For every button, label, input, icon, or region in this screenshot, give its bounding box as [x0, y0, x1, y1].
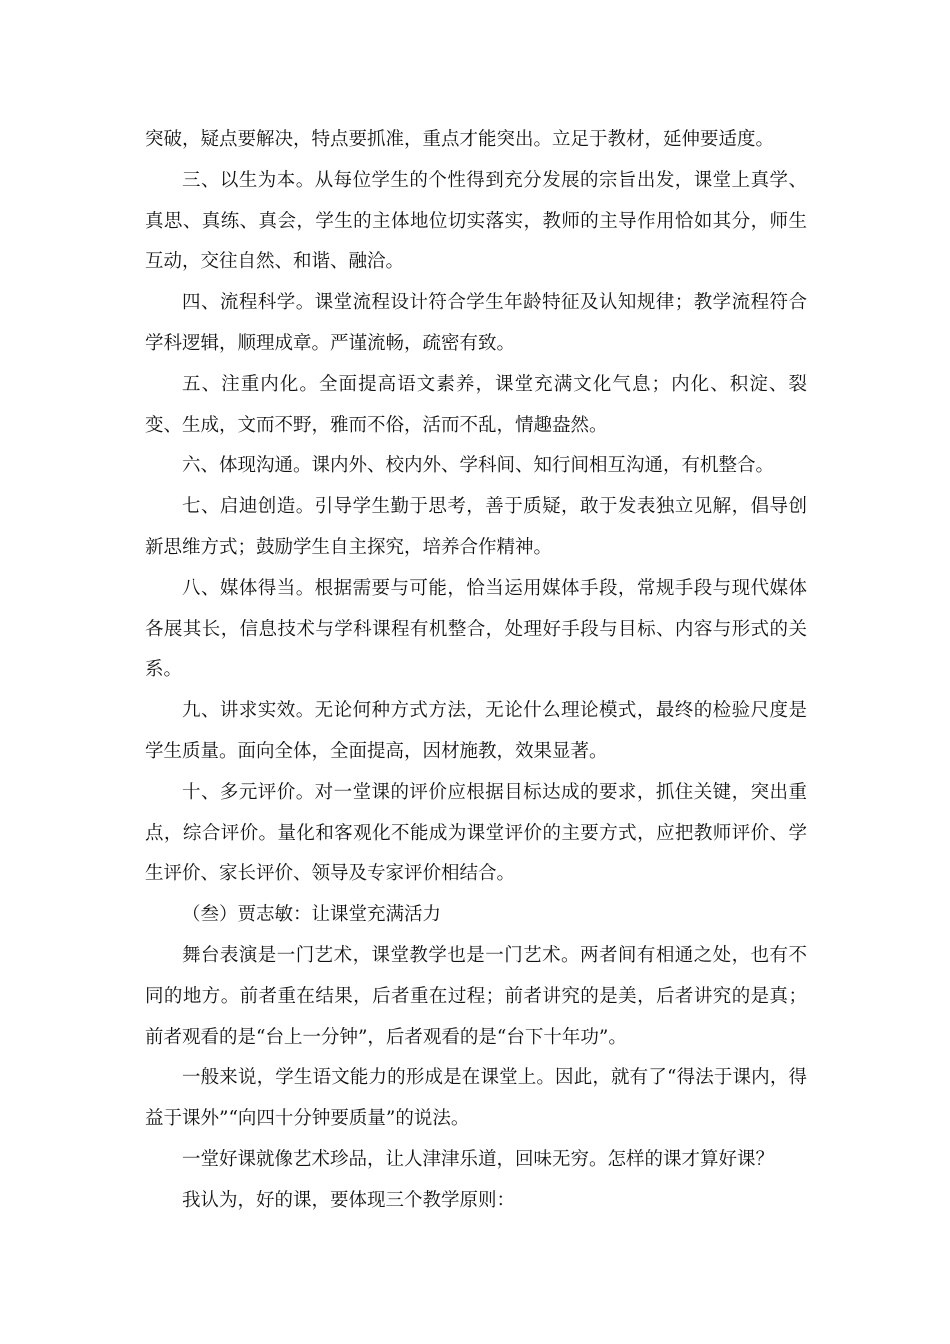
paragraph-body-2: 一般来说，学生语文能力的形成是在课堂上。因此，就有了“得法于课内，得益于课外”“向四十分钟要质量”的说法。: [145, 1067, 807, 1130]
document-page: [145, 120, 807, 1222]
paragraph-item-6: 六、体现沟通。课内外、校内外、学科间、知行间相互沟通，有机整合。: [182, 455, 775, 477]
paragraph-body-1: 舞台表演是一门艺术，课堂教学也是一门艺术。两者间有相通之处，也有不同的地方。前者重在结果，后者重在过程；前者讲究的是美，后者讲究的是真；前者观看的是“台上一分钟”，后者观看的是“台下十年功”。: [145, 944, 807, 1048]
paragraph-item-5: 五、注重内化。全面提高语文素养，课堂充满文化气息；内化、积淀、裂变、生成，文而不野，雅而不俗，活而不乱，情趣盎然。: [145, 373, 807, 436]
paragraph-body-4: 我认为，好的课，要体现三个教学原则：: [182, 1189, 516, 1211]
paragraph-item-8: 八、媒体得当。根据需要与可能，恰当运用媒体手段，常规手段与现代媒体各展其长，信息技术与学科课程有机整合，处理好手段与目标、内容与形式的关系。: [145, 577, 807, 681]
paragraph-item-3: 三、以生为本。从每位学生的个性得到充分发展的宗旨出发，课堂上真学、真思、真练、真会，学生的主体地位切实落实，教师的主导作用恰如其分，师生互动，交往自然、和谐、融洽。: [145, 169, 807, 273]
paragraph-continuation: 突破，疑点要解决，特点要抓准，重点才能突出。立足于教材，延伸要适度。: [145, 129, 775, 150]
paragraph-item-4: 四、流程科学。课堂流程设计符合学生年龄特征及认知规律；教学流程符合学科逻辑，顺理成章。严谨流畅，疏密有致。: [145, 292, 807, 354]
section-heading: （叁）贾志敏：让课堂充满活力: [182, 904, 442, 926]
paragraph-item-7: 七、启迪创造。引导学生勤于思考，善于质疑，敢于发表独立见解，倡导创新思维方式；鼓励学生自主探究，培养合作精神。: [145, 496, 807, 558]
paragraph-item-10: 十、多元评价。对一堂课的评价应根据目标达成的要求，抓住关键，突出重点，综合评价。量化和客观化不能成为课堂评价的主要方式，应把教师评价、学生评价、家长评价、领导及专家评价相结合。: [145, 781, 807, 885]
paragraph-item-9: 九、讲求实效。无论何种方式方法，无论什么理论模式，最终的检验尺度是学生质量。面向全体，全面提高，因材施教，效果显著。: [145, 700, 807, 762]
paragraph-body-3: 一堂好课就像艺术珍品，让人津津乐道，回味无穷。怎样的课才算好课？: [182, 1148, 775, 1170]
